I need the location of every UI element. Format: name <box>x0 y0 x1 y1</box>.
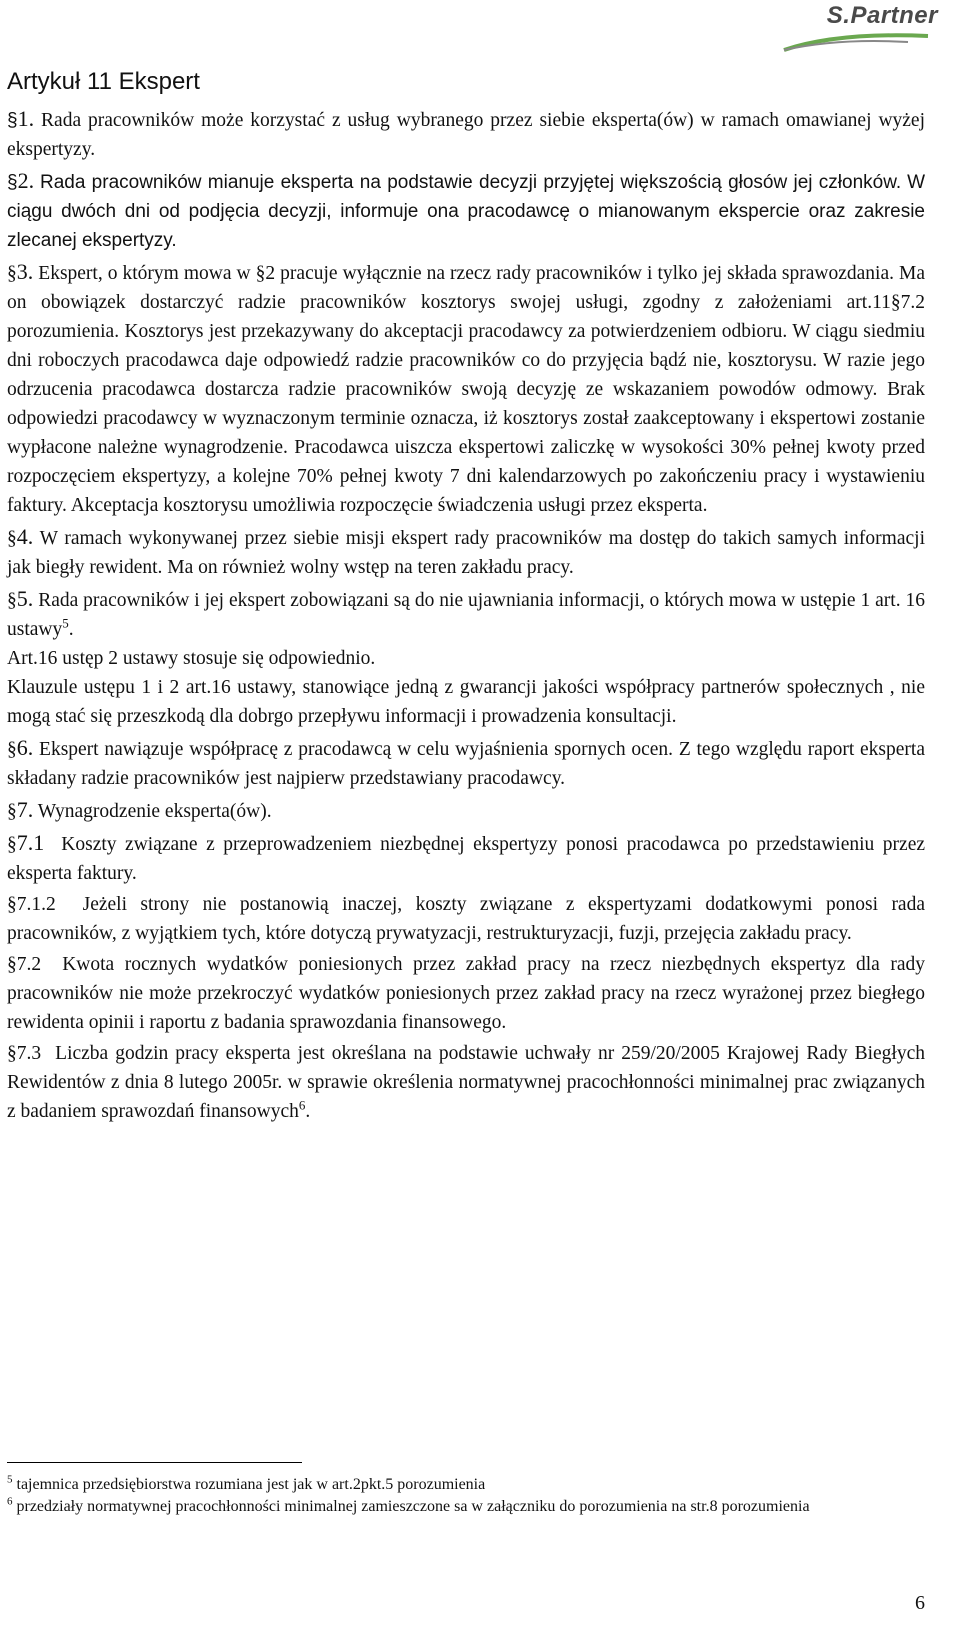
section-text: Koszty związane z przeprowadzeniem niezbędnej ekspertyzy ponosi pracodawca po przedstawieniu przez eksperta faktury. <box>7 834 925 884</box>
footnotes <box>7 1474 925 1518</box>
section-number: 5. <box>16 586 34 611</box>
section-text: Ekspert, o którym mowa w §2 pracuje wyłącznie na rzecz rady pracowników i tylko jej składa sprawozdania. Ma on obowiązek dostarczyć radzie pracowników kosztorys swojej usługi, zgodny z założeniami art.11§7.2 porozumienia. Kosztorys jest przekazywany do akceptacji pracodawcy za potwierdzeniem odbioru. W ciągu siedmiu dni roboczych pracodawca daje odpowiedź radzie pracowników co do przyjęcia bądź nie, kosztorysu. W razie jego odrzucenia pracodawca dostarcza radzie pracowników swoją decyzję ze wskazaniem powodów odmowy. Brak odpowiedzi pracodawcy w wyznaczonym terminie oznacza, iż kosztorys został zaakceptowany i ekspertowi zostanie wypłacone należne wynagrodzenie. Pracodawca uiszcza ekspertowi zaliczkę w wysokości 30% pełnej kwoty przed rozpoczęciem ekspertyzy, a kolejne 70% pełnej kwoty 7 dni kalendarzowych po zakończeniu pracy i wystawieniu faktury. Akceptacja kosztorysu umożliwia rozpoczęcie świadczenia usługi przez eksperta. <box>7 263 926 516</box>
footnote-separator <box>7 1462 302 1463</box>
section-4: §4. W ramach wykonywanej przez siebie misji ekspert rady pracowników ma dostęp do takich samych informacji jak biegły rewident. Ma on również wolny wstęp na teren zakładu pracy. <box>7 524 925 578</box>
section-7-1: §7.1 Koszty związane z przeprowadzeniem niezbędnej ekspertyzy ponosi pracodawca po przedstawieniu przez eksperta faktury. <box>7 830 925 884</box>
section-text: Rada pracowników może korzystać z usług wybranego przez siebie eksperta(ów) w ramach omawianej wyżej ekspertyzy. <box>7 110 926 160</box>
section-7: §7. Wynagrodzenie eksperta(ów). <box>7 797 272 822</box>
section-text-line: Art.16 ustęp 2 ustawy stosuje się odpowiednio. <box>7 648 376 669</box>
footnote-ref-5[interactable]: 5 <box>62 615 69 631</box>
section-text: Kwota rocznych wydatków poniesionych przez zakład pracy na rzecz niezbędnych ekspertyz dla rady pracowników nie może przekroczyć wydatków poniesionych przez zakład pracy na rzecz wyrażonej przez biegłego rewidenta opinii i raportu z badania sprawozdania finansowego. <box>7 954 926 1033</box>
section-5: §5. Rada pracowników i jej ekspert zobowiązani są do nie ujawniania informacji, o których mowa w ustępie 1 art. 16 ustawy$^5$. Art.16 ustęp 2 ustawy stosuje się odpowiednio. Klauzule ustępu 1 i 2 art.16 ustawy, stanowiące jedną z gwarancji jakości współpracy partnerów społecznych , nie mogą stać się przeszkodą dla dobrgo przepływu informacji i prowadzenia konsultacji. <box>7 586 926 727</box>
section-text: Rada pracowników mianuje eksperta na podstawie decyzji przyjętej większością głosów jej członków. <box>39 172 902 193</box>
footnote-number: 5 <box>7 1473 13 1486</box>
section-1: §1. Rada pracowników może korzystać z usług wybranego przez siebie eksperta(ów) w ramach omawianej wyżej ekspertyzy. <box>7 106 926 160</box>
section-number: 2. <box>17 168 35 193</box>
punctuation: . <box>305 1101 311 1122</box>
article-title: Artykuł 11 Ekspert <box>7 68 200 95</box>
section-text: Jeżeli strony nie postanowią inaczej, koszty związane z ekspertyzami dodatkowymi ponosi rada pracowników, z wyjątkiem tych, które dotyczą prywatyzacji, restrukturyzacji, fuzji, przejęcia zakładu pracy. <box>7 894 925 944</box>
section-text: W ramach wykonywanej przez siebie misji ekspert rady pracowników ma dostęp do takich samych informacji jak biegły rewident. Ma on również wolny wstęp na teren zakładu pracy. <box>7 528 925 578</box>
section-text: Ekspert nawiązuje współpracę z pracodawcą w celu wyjaśnienia spornych ocen. Z tego względu raport eksperta składany radzie pracowników jest najpierw przedstawiany pracodawcy. <box>7 739 925 789</box>
section-7-3: §7.3 Liczba godzin pracy eksperta jest określana na podstawie uchwały nr 259/20/2005 Krajowej Rady Biegłych Rewidentów z dnia 8 lutego 2005r. w sprawie określenia normatywnej pracochłonności minimalnej prac związanych z badaniem sprawozdań finansowych$^6$. <box>7 1043 925 1122</box>
section-text: Wynagrodzenie eksperta(ów). <box>37 801 272 822</box>
footnote-text: przedziały normatywnej pracochłonności minimalnej zamieszczone sa w załączniku do porozumienia na str.8 porozumienia <box>16 1498 810 1515</box>
company-logo <box>778 2 938 58</box>
section-text-line: Klauzule ustępu 1 i 2 art.16 ustawy, stanowiące jedną z gwarancji jakości współpracy partnerów społecznych , nie mogą stać się przeszkodą dla dobrgo przepływu informacji i prowadzenia konsultacji. <box>7 677 925 727</box>
section-number: 1. <box>17 106 35 131</box>
section-number: 7.1 <box>16 830 45 855</box>
document-body <box>7 62 925 1128</box>
section-7-2: §7.2 Kwota rocznych wydatków poniesionych przez zakład pracy na rzecz niezbędnych ekspertyz dla rady pracowników nie może przekroczyć wydatków poniesionych przez zakład pracy na rzecz wyrażonej przez biegłego rewidenta opinii i raportu z badania sprawozdania finansowego. <box>7 954 926 1033</box>
logo-swoosh-icon <box>778 28 938 56</box>
logo-text: S.Partner <box>826 2 938 29</box>
footnote-number: 6 <box>7 1495 13 1508</box>
section-text: Liczba godzin pracy eksperta jest określana na podstawie uchwały nr 259/20/2005 Krajowej Rady Biegłych Rewidentów z dnia 8 lutego 2005r. w sprawie określenia normatywnej pracochłonności minimalnej prac związanych z badaniem sprawozdań finansowych <box>7 1043 925 1122</box>
section-number: 7.2 <box>16 954 42 975</box>
punctuation: . <box>68 619 74 640</box>
section-text-continued: W ciągu dwóch dni od podjęcia decyzji, informuje ona pracodawcę o mianowanym ekspercie oraz zakresie zlecanej ekspertyzy. <box>7 172 926 251</box>
section-number: 6. <box>16 735 34 760</box>
section-3: §3. Ekspert, o którym mowa w §2 pracuje wyłącznie na rzecz rady pracowników i tylko jej składa sprawozdania. Ma on obowiązek dostarczyć radzie pracowników kosztorys swojej usługi, zgodny z założeniami art.11§7.2 porozumienia. Kosztorys jest przekazywany do akceptacji pracodawcy za potwierdzeniem odbioru. W ciągu siedmiu dni roboczych pracodawca daje odpowiedź radzie pracowników co do przyjęcia bądź nie, kosztorysu. W razie jego odrzucenia pracodawca dostarcza radzie pracowników swoją decyzję ze wskazaniem powodów odmowy. Brak odpowiedzi pracodawcy w wyznaczonym terminie oznacza, iż kosztorys został zaakceptowany i ekspertowi zostanie wypłacone należne wynagrodzenie. Pracodawca uiszcza ekspertowi zaliczkę w wysokości 30% pełnej kwoty przed rozpoczęciem ekspertyzy, a kolejne 70% pełnej kwoty 7 dni kalendarzowych po zakończeniu pracy i wystawieniu faktury. Akceptacja kosztorysu umożliwia rozpoczęcie świadczenia usługi przez eksperta. <box>7 259 926 516</box>
footnote-text: tajemnica przedsiębiorstwa rozumiana jest jak w art.2pkt.5 porozumienia <box>16 1476 486 1493</box>
section-number: 7.1.2 <box>16 894 56 915</box>
section-6: §6. Ekspert nawiązuje współpracę z pracodawcą w celu wyjaśnienia spornych ocen. Z tego względu raport eksperta składany radzie pracowników jest najpierw przedstawiany pracodawcy. <box>7 735 925 789</box>
section-2: §2. Rada pracowników mianuje eksperta na podstawie decyzji przyjętej większością głosów jej członków. W ciągu dwóch dni od podjęcia decyzji, informuje ona pracodawcę o mianowanym ekspercie oraz zakresie zlecanej ekspertyzy. <box>7 168 926 251</box>
footnote-ref-6[interactable]: 6 <box>298 1097 306 1113</box>
page-number: 6 <box>915 1592 925 1614</box>
section-number: 7. <box>16 797 34 822</box>
section-number: 7.3 <box>16 1043 42 1064</box>
section-number: 3. <box>16 259 34 284</box>
footnote-5 <box>7 1474 925 1496</box>
section-text: Rada pracowników i jej ekspert zobowiązani są do nie ujawniania informacji, o których mowa w ustępie 1 art. 16 ustawy <box>7 590 926 640</box>
section-7-1-2: §7.1.2 Jeżeli strony nie postanowią inaczej, koszty związane z ekspertyzami dodatkowymi ponosi rada pracowników, z wyjątkiem tych, które dotyczą prywatyzacji, restrukturyzacji, fuzji, przejęcia zakładu pracy. <box>7 894 925 944</box>
section-number: 4. <box>16 524 34 549</box>
footnote-6 <box>7 1496 925 1518</box>
